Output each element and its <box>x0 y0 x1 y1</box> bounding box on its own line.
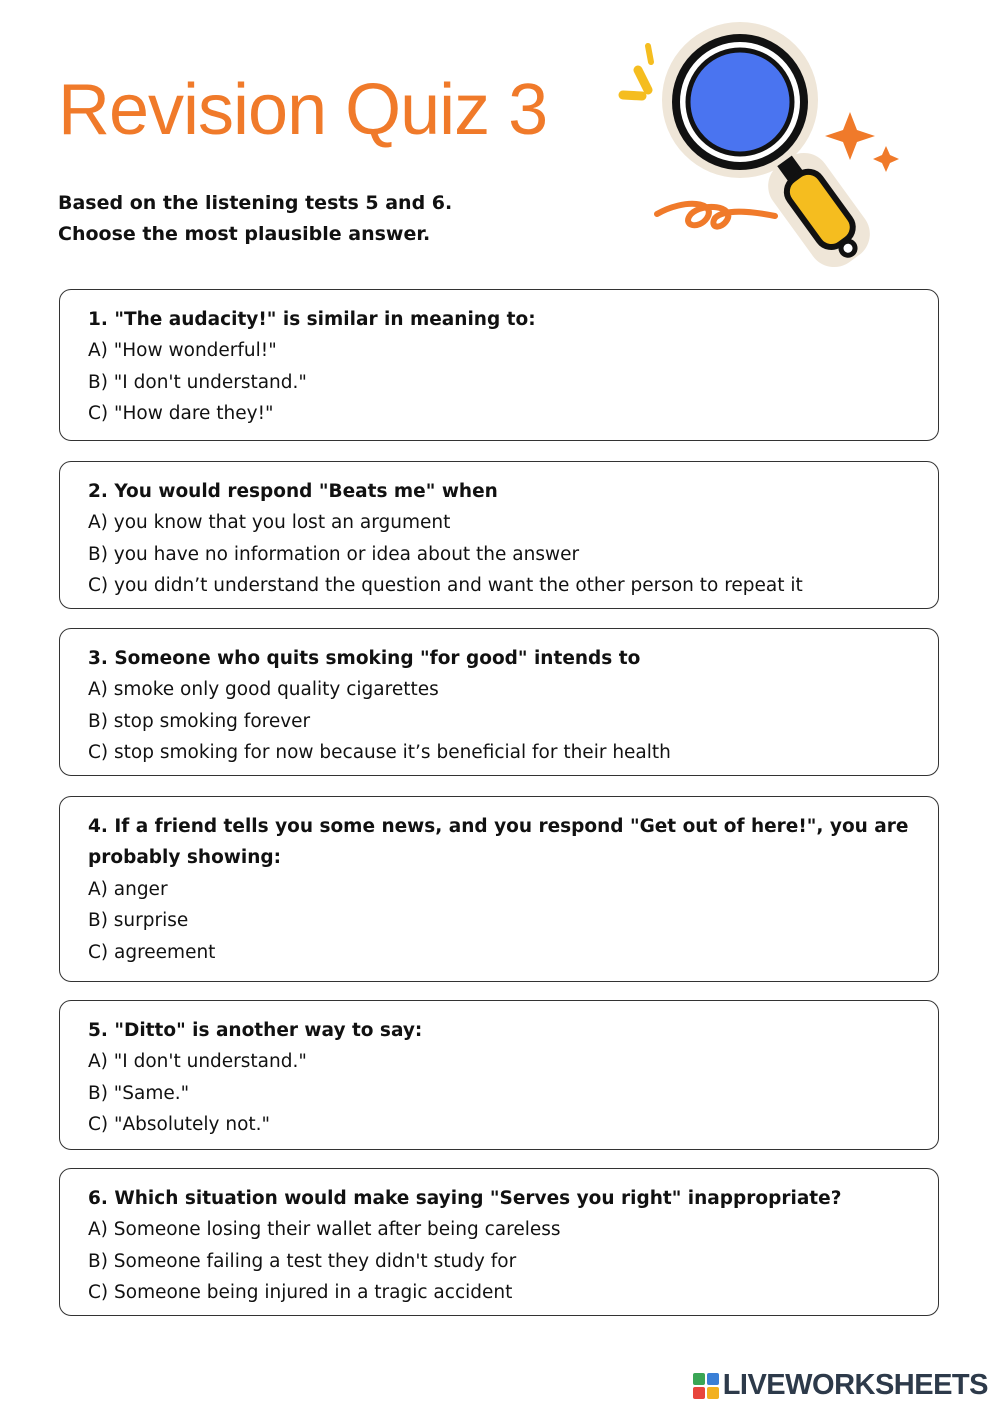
answer-option-c[interactable]: C) "How dare they!" <box>88 403 274 425</box>
answer-option-a[interactable]: A) smoke only good quality cigarettes <box>88 679 439 701</box>
answer-option-b[interactable]: B) "Same." <box>88 1082 190 1104</box>
instructions <box>58 188 452 250</box>
answer-option-a[interactable]: A) Someone losing their wallet after being careless <box>88 1219 561 1241</box>
answer-option-c[interactable]: C) Someone being injured in a tragic accident <box>88 1282 513 1304</box>
answer-option-c[interactable]: C) "Absolutely not." <box>88 1114 271 1136</box>
answer-option-b[interactable]: B) you have no information or idea about the answer <box>88 543 580 565</box>
answer-option-c[interactable]: C) you didn’t understand the question and want the other person to repeat it <box>88 575 803 597</box>
question-card-3 <box>59 628 939 776</box>
page-title: Revision Quiz 3 <box>58 70 548 150</box>
answer-option-b[interactable]: B) surprise <box>88 910 189 932</box>
answer-option-a[interactable]: A) you know that you lost an argument <box>88 512 451 534</box>
question-text: 4. If a friend tells you some news, and you respond "Get out of here!", you are probably showing: <box>88 816 909 869</box>
instructions-line-1: Based on the listening tests 5 and 6. <box>58 192 453 214</box>
magnifying-glass-icon <box>615 22 915 272</box>
answer-option-a[interactable]: A) anger <box>88 878 168 900</box>
instructions-line-2: Choose the most plausible answer. <box>58 223 431 245</box>
answer-option-a[interactable]: A) "I don't understand." <box>88 1051 307 1073</box>
question-text: 1. "The audacity!" is similar in meaning to: <box>88 309 536 330</box>
liveworksheets-logo-icon <box>693 1373 719 1399</box>
question-text: 5. "Ditto" is another way to say: <box>88 1020 423 1041</box>
answer-option-b[interactable]: B) stop smoking forever <box>88 710 311 732</box>
question-card-2 <box>59 461 939 609</box>
question-card-4 <box>59 796 939 982</box>
question-text: 3. Someone who quits smoking "for good" intends to <box>88 648 641 669</box>
answer-option-c[interactable]: C) agreement <box>88 941 216 963</box>
answer-option-b[interactable]: B) Someone failing a test they didn't study for <box>88 1250 517 1272</box>
question-text: 6. Which situation would make saying "Serves you right" inappropriate? <box>88 1188 842 1209</box>
answer-option-a[interactable]: A) "How wonderful!" <box>88 340 277 362</box>
footer-brand-text: LIVEWORKSHEETS <box>722 1369 988 1401</box>
answer-option-c[interactable]: C) stop smoking for now because it’s beneficial for their health <box>88 742 671 764</box>
answer-option-b[interactable]: B) "I don't understand." <box>88 371 307 393</box>
question-card-6 <box>59 1168 939 1316</box>
footer-logo[interactable] <box>693 1369 988 1402</box>
question-card-5 <box>59 1000 939 1150</box>
question-card-1 <box>59 289 939 441</box>
question-text: 2. You would respond "Beats me" when <box>88 481 498 502</box>
